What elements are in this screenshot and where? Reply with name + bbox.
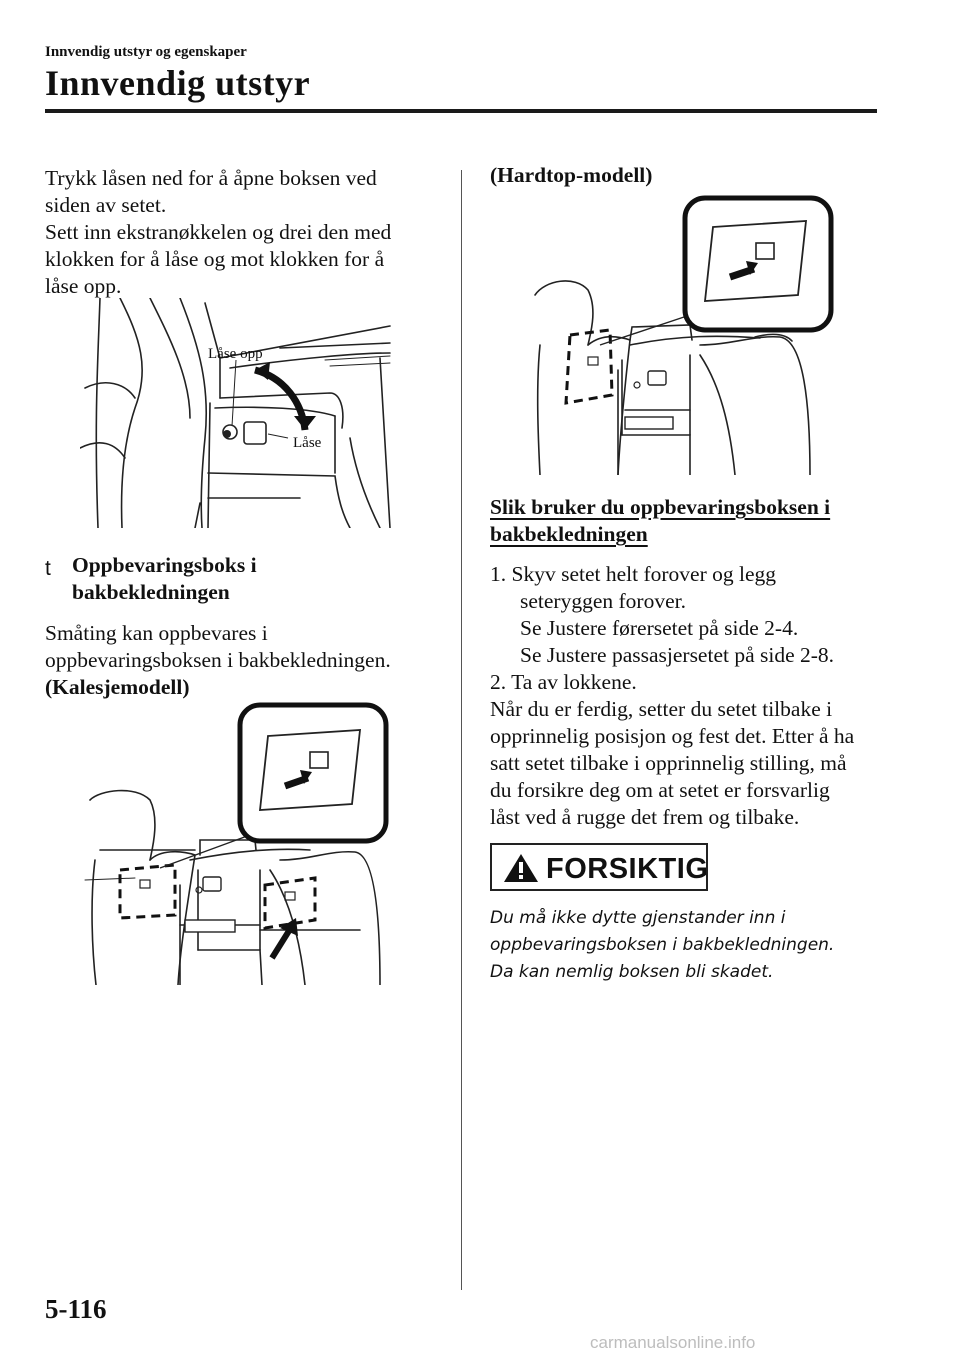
text-line: Når du er ferdig, setter du setet tilbake i bbox=[490, 697, 833, 721]
text-line: oppbevaringsboksen i bakbekledningen. bbox=[490, 935, 835, 955]
section-heading bbox=[72, 552, 432, 606]
text-line: du forsikre deg om at setet er forsvarlig bbox=[490, 778, 830, 802]
list-item: 2. Ta av lokkene. bbox=[490, 670, 637, 694]
caution-label: FORSIKTIG bbox=[546, 853, 709, 885]
section-marker-icon: t bbox=[45, 557, 51, 580]
caution-text bbox=[490, 905, 890, 986]
list-item: seteryggen forover. bbox=[520, 589, 686, 613]
convertible-storage-illustration bbox=[80, 700, 410, 985]
text-line: Sett inn ekstranøkkelen og drei den med bbox=[45, 220, 392, 244]
list-item: 1. Skyv setet helt forover og legg bbox=[490, 562, 777, 586]
model-label-hardtop: (Hardtop-modell) bbox=[490, 163, 653, 187]
heading-line: Oppbevaringsboks i bbox=[72, 553, 257, 577]
text-line: opprinnelig posisjon og fest det. Etter å ha bbox=[490, 724, 855, 748]
text-line: satt setet tilbake i opprinnelig stilling, må bbox=[490, 751, 847, 775]
hardtop-storage-illustration bbox=[530, 195, 840, 475]
storage-paragraph bbox=[45, 620, 445, 701]
lock-illustration bbox=[80, 298, 410, 528]
intro-paragraph bbox=[45, 165, 445, 300]
text-line: Du må ikke dytte gjenstander inn i bbox=[490, 908, 786, 928]
watermark: carmanualsonline.info bbox=[590, 1333, 756, 1352]
text-line: Trykk låsen ned for å åpne boksen ved bbox=[45, 166, 377, 190]
after-paragraph bbox=[490, 696, 890, 831]
running-header: Innvendig utstyr og egenskaper bbox=[45, 44, 247, 60]
text-line: låse opp. bbox=[45, 274, 122, 298]
text-line: låst ved å rugge det frem og tilbake. bbox=[490, 805, 800, 829]
page-number: 5-116 bbox=[45, 1294, 107, 1324]
page-title: Innvendig utstyr bbox=[45, 63, 311, 103]
warning-triangle-icon bbox=[502, 852, 540, 884]
text-line: Da kan nemlig boksen bli skadet. bbox=[490, 962, 774, 982]
subheading-line: Slik bruker du oppbevaringsboksen i bbox=[490, 495, 831, 519]
column-divider bbox=[461, 170, 462, 1290]
label-unlock: Låse opp bbox=[208, 346, 263, 362]
list-item: Se Justere passasjersetet på side 2-8. bbox=[520, 643, 835, 667]
label-lock: Låse bbox=[293, 435, 322, 451]
text-line: oppbevaringsboksen i bakbekledningen. bbox=[45, 648, 391, 672]
list-item: Se Justere førersetet på side 2-4. bbox=[520, 616, 799, 640]
text-line: siden av setet. bbox=[45, 193, 167, 217]
usage-subheading bbox=[490, 494, 890, 548]
text-line: Småting kan oppbevares i bbox=[45, 621, 268, 645]
model-label: (Kalesjemodell) bbox=[45, 675, 190, 699]
text-line: klokken for å låse og mot klokken for å bbox=[45, 247, 385, 271]
steps-list bbox=[490, 561, 890, 696]
subheading-line: bakbekledningen bbox=[490, 522, 648, 546]
header-rule bbox=[45, 109, 877, 113]
heading-line: bakbekledningen bbox=[72, 580, 230, 604]
caution-box bbox=[490, 843, 708, 891]
